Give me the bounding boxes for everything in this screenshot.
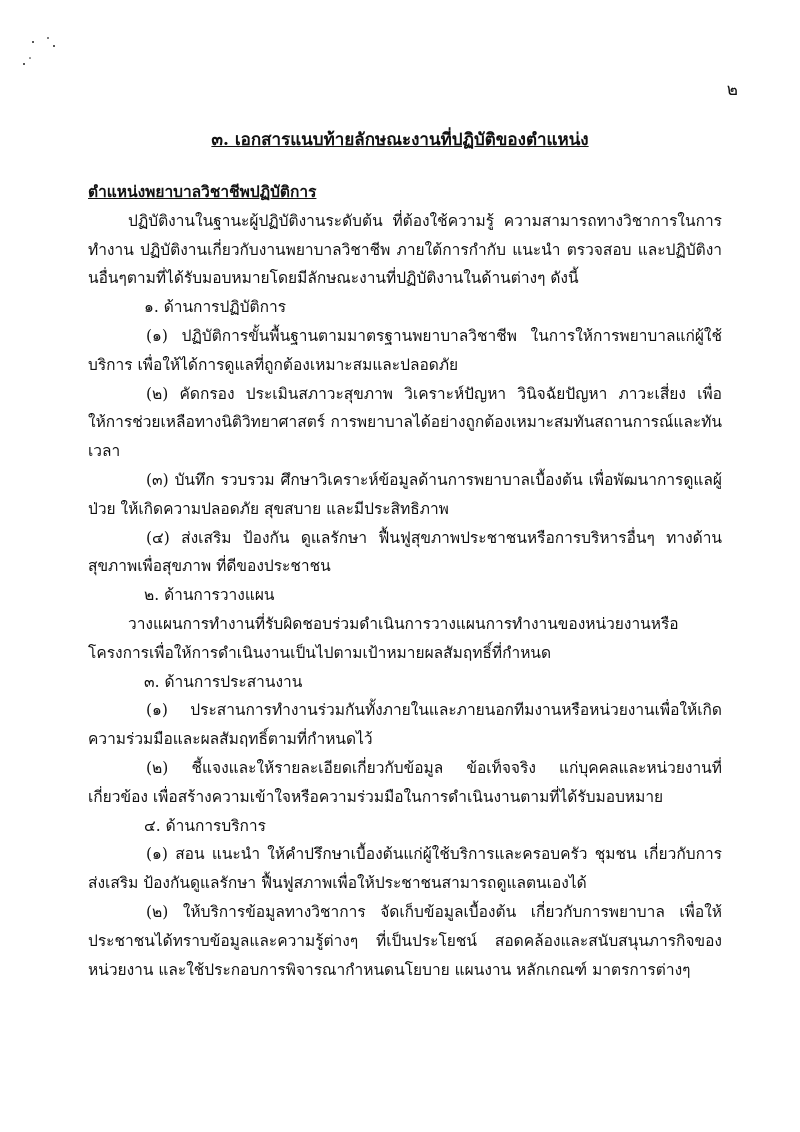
- intro-paragraph: ปฏิบัติงานในฐานะผู้ปฏิบัติงานระดับต้น ที่ต้องใช้ความรู้ ความสามารถทางวิชาการในการทำงาน ปฏิบัติงานเกี่ยวกับงานพยาบาลวิชาชีพ ภายใต้การกำกับ แนะนำ ตรวจสอบ และปฏิบัติงานอื่นๆตามที่ได้รับมอบหมายโดยมีลักษณะงานที่ปฏิบัติงานในด้านต่างๆ ดังนี้: [88, 211, 722, 288]
- operations-item-3: (๓) บันทึก รวบรวม ศึกษาวิเคราะห์ข้อมูลด้านการพยาบาลเบื้องต้น เพื่อพัฒนาการดูแลผู้ป่วย ให้เกิดความปลอดภัย สุขสบาย และมีประสิทธิภาพ: [88, 470, 722, 518]
- group-title-service: ๔. ด้านการบริการ: [144, 816, 266, 835]
- position-title: ตำแหน่งพยาบาลวิชาชีพปฏิบัติการ: [88, 182, 317, 201]
- operations-item-1: (๑) ปฏิบัติการขั้นพื้นฐานตามมาตรฐานพยาบาลวิชาชีพ ในการให้การพยาบาลแก่ผู้ใช้บริการ เพื่อให้ได้การดูแลที่ถูกต้องเหมาะสมและปลอดภัย: [88, 326, 722, 374]
- scan-specks: [18, 34, 68, 74]
- service-item-1: (๑) สอน แนะนำ ให้คำปรึกษาเบื้องต้นแก่ผู้ใช้บริการและครอบครัว ชุมชน เกี่ยวกับการส่งเสริม ป้องกันดูแลรักษา ฟื้นฟูสภาพเพื่อให้ประชาชนสามารถดูแลตนเองได้: [88, 845, 722, 893]
- page-number: ๒: [726, 80, 738, 100]
- group-title-coordination: ๓. ด้านการประสานงาน: [144, 672, 303, 691]
- operations-item-4: (๔) ส่งเสริม ป้องกัน ดูแลรักษา ฟื้นฟูสุขภาพประชาชนหรือการบริหารอื่นๆ ทางด้านสุขภาพเพื่อสุขภาพ ที่ดีของประชาชน: [88, 528, 722, 576]
- operations-item-2: (๒) คัดกรอง ประเมินสภาวะสุขภาพ วิเคราะห์ปัญหา วินิจฉัยปัญหา ภาวะเสี่ยง เพื่อให้การช่วยเหลือทางนิติวิทยาศาสตร์ การพยาบาลได้อย่างถูกต้องเหมาะสมทันสถานการณ์และทันเวลา: [88, 384, 722, 461]
- coordination-item-2: (๒) ชี้แจงและให้รายละเอียดเกี่ยวกับข้อมูล ข้อเท็จจริง แก่บุคคลและหน่วยงานที่เกี่ยวข้อง เพื่อสร้างความเข้าใจหรือความร่วมมือในการดำเนินงานตามที่ได้รับมอบหมาย: [88, 758, 722, 806]
- section-title: ๓. เอกสารแนบท้ายลักษณะงานที่ปฏิบัติของตำแหน่ง: [211, 130, 589, 150]
- coordination-item-1: (๑) ประสานการทำงานร่วมกันทั้งภายในและภายนอกทีมงานหรือหน่วยงานเพื่อให้เกิดความร่วมมือและผลสัมฤทธิ์ตามที่กำหนดไว้: [88, 701, 722, 749]
- group-title-operations: ๑. ด้านการปฏิบัติการ: [144, 298, 287, 317]
- service-item-2: (๒) ให้บริการข้อมูลทางวิชาการ จัดเก็บข้อมูลเบื้องต้น เกี่ยวกับการพยาบาล เพื่อให้ประชาชนได้ทราบข้อมูลและความรู้ต่างๆ ที่เป็นประโยชน์ สอดคล้องและสนับสนุนภารกิจของหน่วยงาน และใช้ประกอบการพิจารณากำหนดนโยบาย แผนงาน หลักเกณฑ์ มาตรการต่างๆ: [88, 902, 722, 979]
- planning-item-1: วางแผนการทำงานที่รับผิดชอบร่วมดำเนินการวางแผนการทำงานของหน่วยงานหรือโครงการเพื่อให้การดำเนินงานเป็นไปตามเป้าหมายผลสัมฤทธิ์ที่กำหนด: [88, 614, 679, 662]
- document-body: [88, 178, 722, 984]
- group-title-planning: ๒. ด้านการวางแผน: [144, 586, 275, 605]
